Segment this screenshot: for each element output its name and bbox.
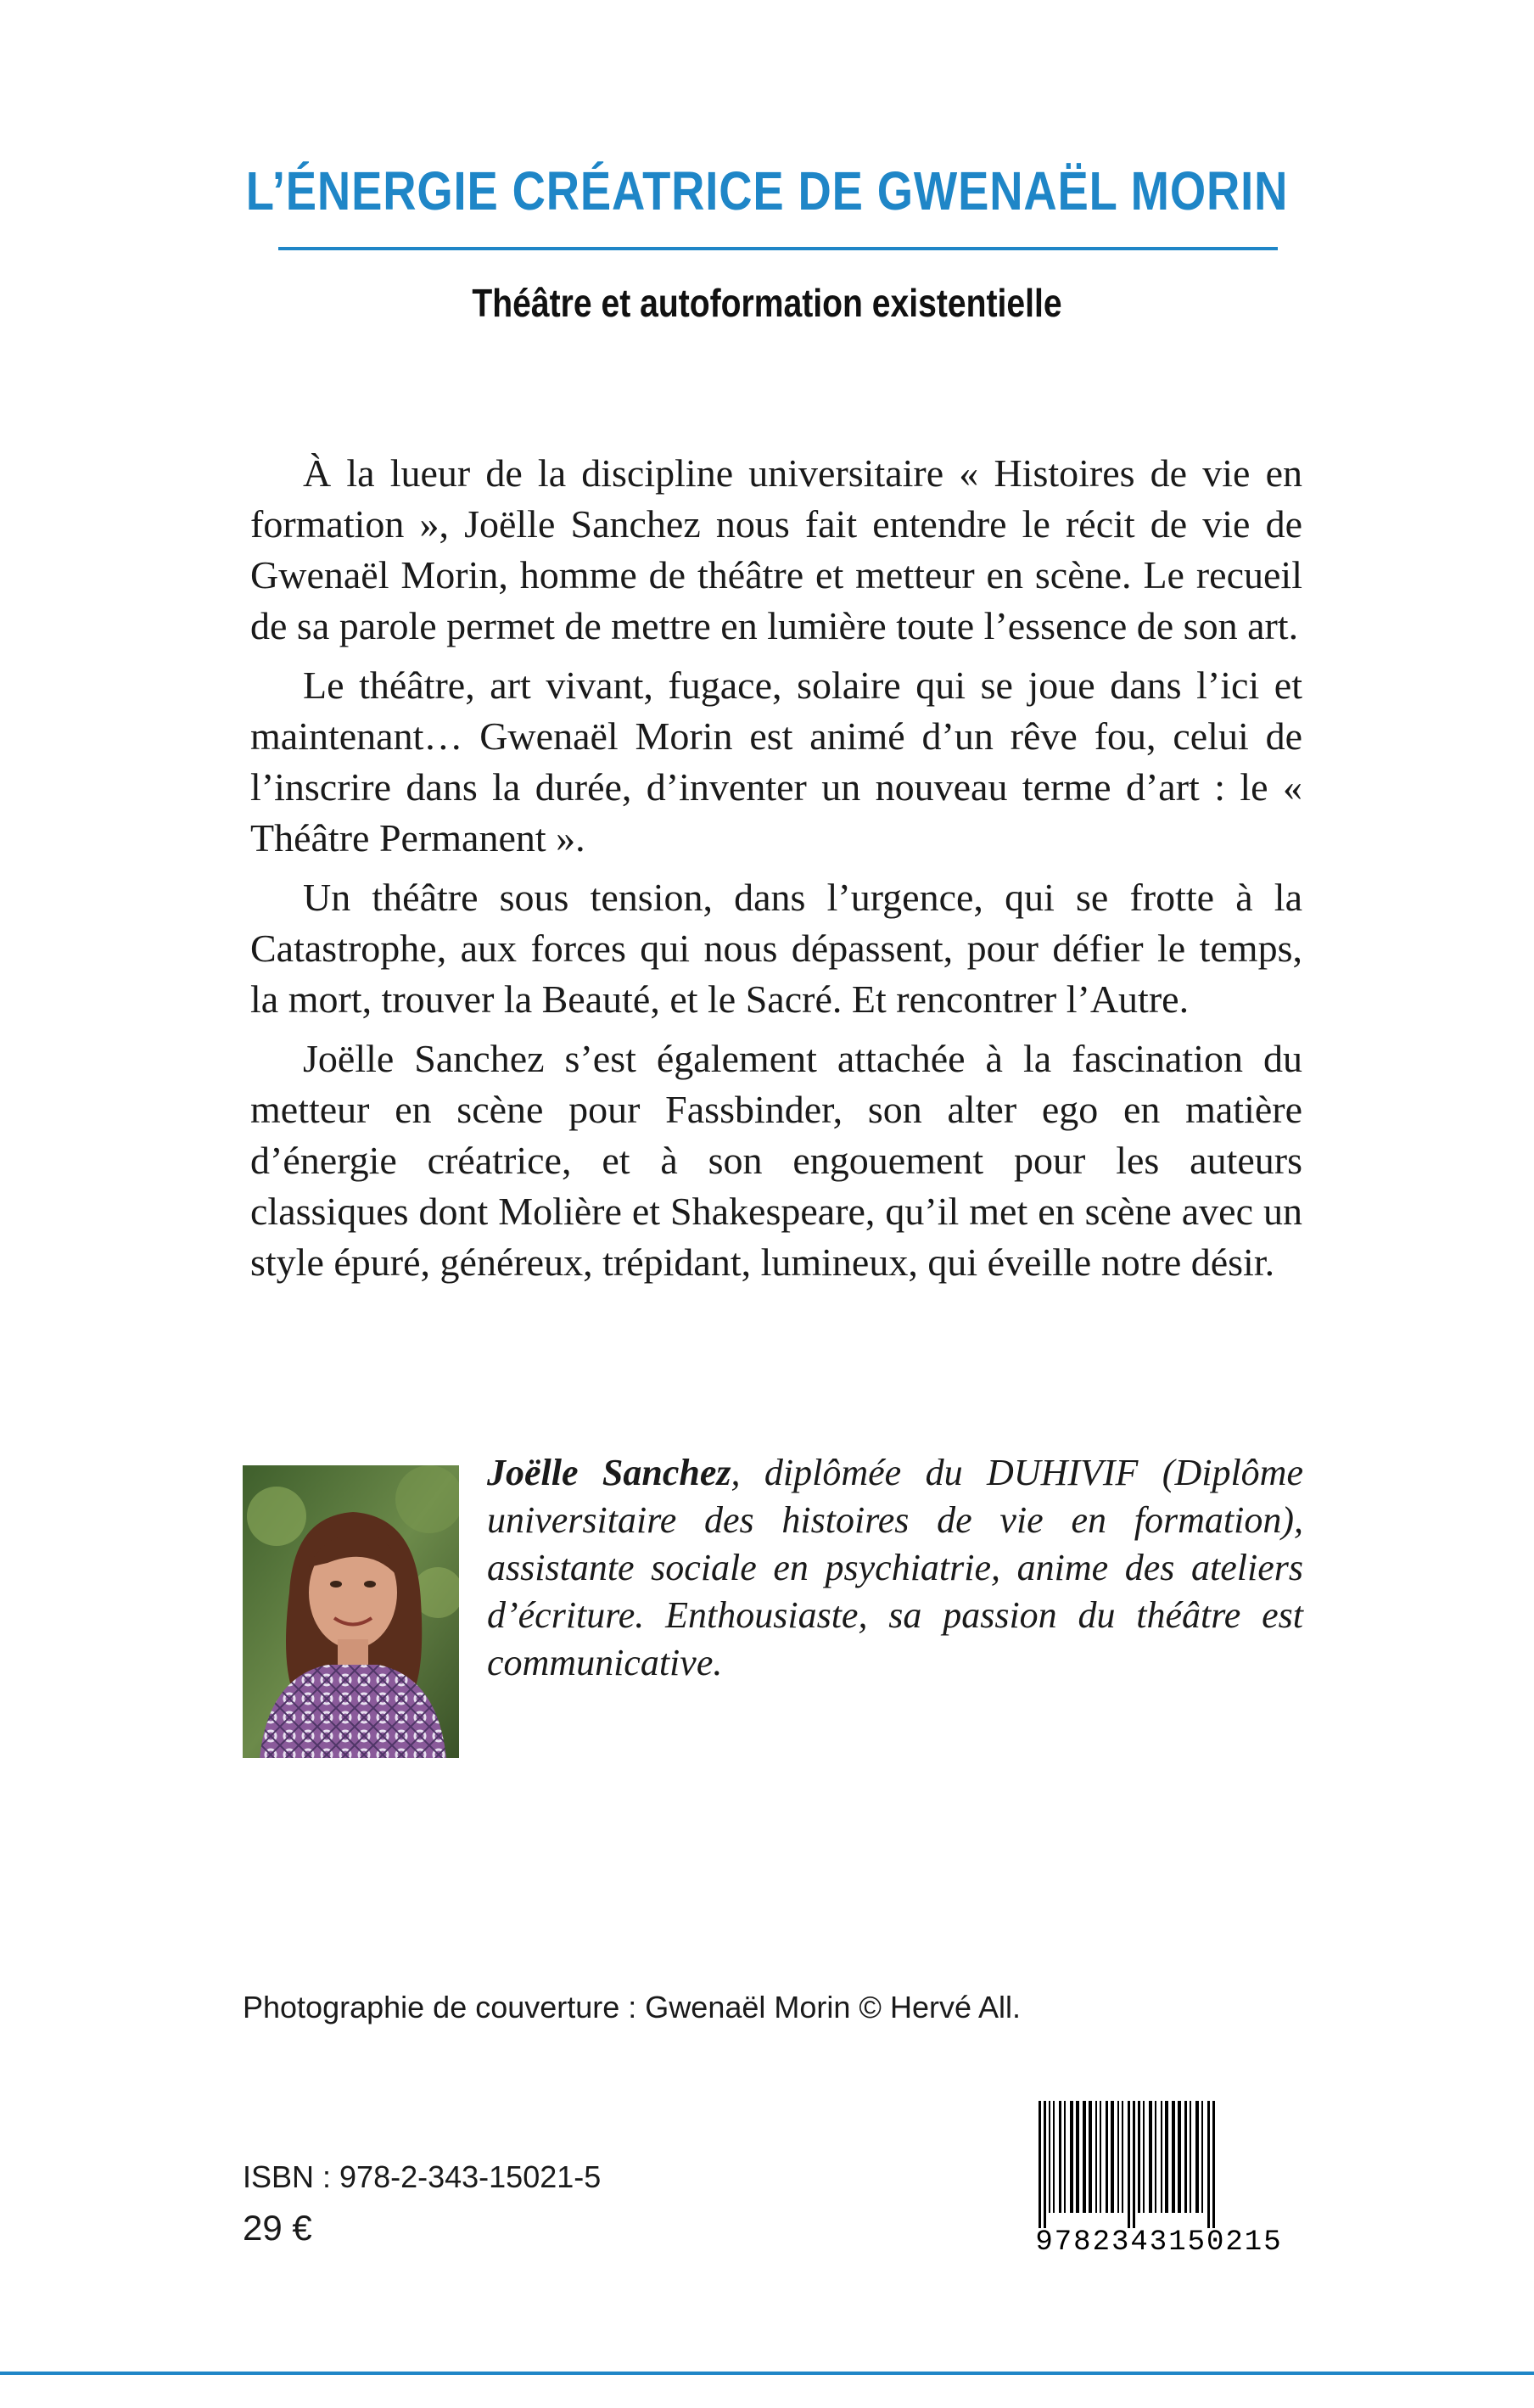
barcode-digits: 9782343150215 — [1035, 2226, 1283, 2259]
isbn: ISBN : 978-2-343-15021-5 — [243, 2159, 602, 2194]
author-name: Joëlle Sanchez — [487, 1452, 731, 1493]
title-underline — [278, 247, 1278, 250]
blurb — [250, 448, 1302, 1296]
author-bio-text: , diplômée du DUHIVIF (Diplôme universitaire des histoires de vie en formation), assistante sociale en psychiatrie, anime des ateliers d’écriture. Enthousiaste, sa passion du théâtre est communicative. — [487, 1452, 1303, 1683]
book-title: L’ÉNERGIE CRÉATRICE DE GWENAËL MORIN — [245, 160, 1289, 221]
blurb-paragraph-1: À la lueur de la discipline universitaire « Histoires de vie en formation », Joëlle Sanchez nous fait entendre le récit de vie de Gwenaël Morin, homme de théâtre et metteur en scène. Le recueil de sa parole permet de mettre en lumière toute l’essence de son art. — [250, 451, 1302, 647]
barcode-bars — [1032, 2101, 1286, 2228]
blurb-paragraph-4: Joëlle Sanchez s’est également attachée à la fascination du metteur en scène pour Fassbinder, son alter ego en matière d’énergie créatrice, et à son engouement pour les auteurs classiques dont Molière et Shakespeare, qu’il met en scène avec un style épuré, généreux, trépidant, lumineux, qui éveille notre désir. — [250, 1037, 1302, 1284]
price: 29 € — [243, 2208, 312, 2248]
book-subtitle: Théâtre et autoformation existentielle — [472, 281, 1062, 325]
barcode — [1032, 2101, 1286, 2259]
blurb-paragraph-2: Le théâtre, art vivant, fugace, solaire qui se joue dans l’ici et maintenant… Gwenaël Morin est animé d’un rêve fou, celui de l’inscrire dans la durée, d’inventer un nouveau terme d’art : le « Théâtre Permanent ». — [250, 664, 1302, 860]
author-photo — [243, 1465, 459, 1758]
blurb-paragraph-3: Un théâtre sous tension, dans l’urgence, qui se frotte à la Catastrophe, aux forces qui nous dépassent, pour défier le temps, la mort, trouver la Beauté, et le Sacré. Et rencontrer l’Autre. — [250, 876, 1302, 1021]
author-bio — [487, 1449, 1303, 1687]
photo-credit: Photographie de couverture : Gwenaël Morin © Hervé All. — [243, 1990, 1021, 2024]
bottom-rule — [0, 2372, 1534, 2375]
